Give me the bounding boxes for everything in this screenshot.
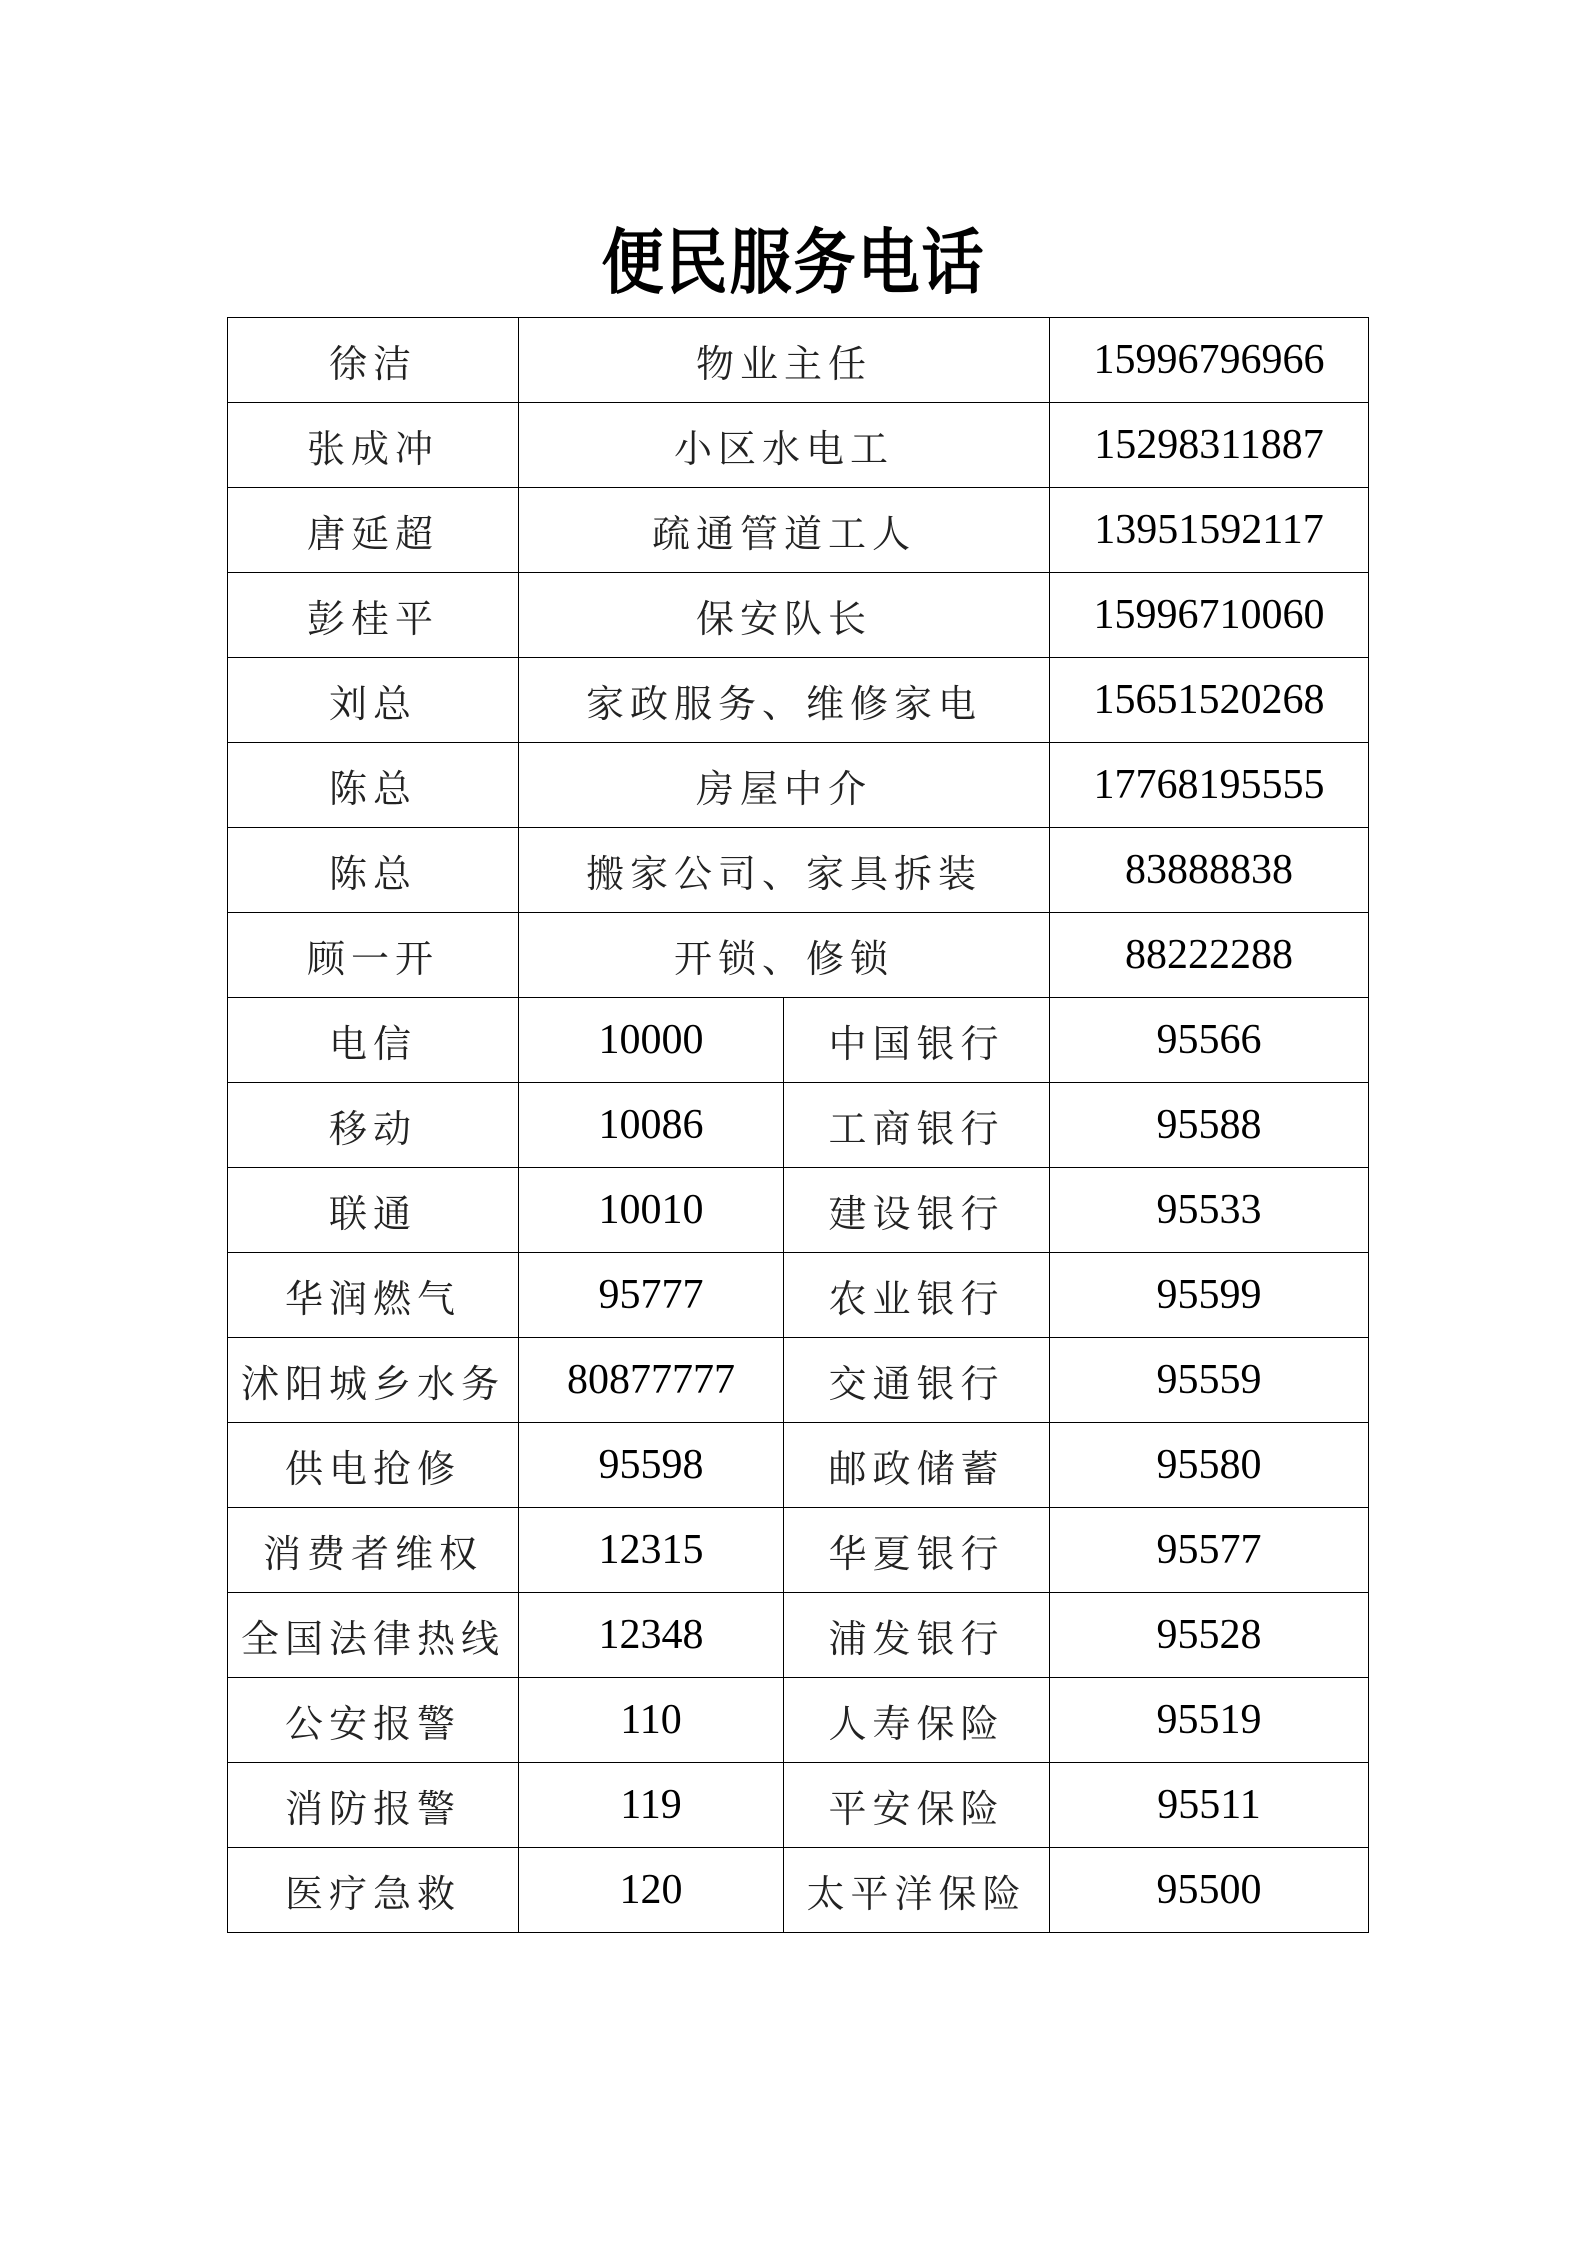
service-name: 供电抢修: [228, 1423, 519, 1508]
service-name: 平安保险: [784, 1763, 1050, 1848]
service-number: 95519: [1050, 1678, 1369, 1763]
service-number: 110: [519, 1678, 784, 1763]
contact-name: 陈总: [228, 743, 519, 828]
service-name: 交通银行: [784, 1338, 1050, 1423]
contact-phone: 15996710060: [1050, 573, 1369, 658]
service-number: 95566: [1050, 998, 1369, 1083]
contact-name: 张成冲: [228, 403, 519, 488]
service-name: 建设银行: [784, 1168, 1050, 1253]
service-number: 95599: [1050, 1253, 1369, 1338]
contact-row: [228, 913, 1369, 998]
service-row: [228, 1168, 1369, 1253]
service-row: [228, 1083, 1369, 1168]
service-name: 华夏银行: [784, 1508, 1050, 1593]
service-name: 移动: [228, 1083, 519, 1168]
contact-role: 家政服务、维修家电: [519, 658, 1050, 743]
contact-phone: 83888838: [1050, 828, 1369, 913]
contact-name: 刘总: [228, 658, 519, 743]
service-name: 公安报警: [228, 1678, 519, 1763]
service-number: 12315: [519, 1508, 784, 1593]
service-number: 95528: [1050, 1593, 1369, 1678]
contact-role: 物业主任: [519, 318, 1050, 403]
contact-row: [228, 828, 1369, 913]
contact-phone: 13951592117: [1050, 488, 1369, 573]
contact-role: 开锁、修锁: [519, 913, 1050, 998]
service-number: 95777: [519, 1253, 784, 1338]
service-number: 10010: [519, 1168, 784, 1253]
contact-row: [228, 488, 1369, 573]
service-number: 95533: [1050, 1168, 1369, 1253]
contact-row: [228, 318, 1369, 403]
service-name: 医疗急救: [228, 1848, 519, 1933]
service-name: 工商银行: [784, 1083, 1050, 1168]
contact-row: [228, 743, 1369, 828]
service-number: 95511: [1050, 1763, 1369, 1848]
service-name: 浦发银行: [784, 1593, 1050, 1678]
contact-name: 彭桂平: [228, 573, 519, 658]
service-name: 联通: [228, 1168, 519, 1253]
service-name: 华润燃气: [228, 1253, 519, 1338]
service-number: 80877777: [519, 1338, 784, 1423]
contact-row: [228, 658, 1369, 743]
service-name: 人寿保险: [784, 1678, 1050, 1763]
contact-row: [228, 573, 1369, 658]
service-row: [228, 1423, 1369, 1508]
service-row: [228, 1848, 1369, 1933]
contact-name: 顾一开: [228, 913, 519, 998]
service-row: [228, 1338, 1369, 1423]
contact-phone: 15298311887: [1050, 403, 1369, 488]
service-number: 95500: [1050, 1848, 1369, 1933]
service-number: 10000: [519, 998, 784, 1083]
service-number: 12348: [519, 1593, 784, 1678]
service-name: 太平洋保险: [784, 1848, 1050, 1933]
contact-role: 小区水电工: [519, 403, 1050, 488]
service-name: 中国银行: [784, 998, 1050, 1083]
service-row: [228, 998, 1369, 1083]
contact-name: 徐洁: [228, 318, 519, 403]
contact-phone: 15651520268: [1050, 658, 1369, 743]
contact-role: 疏通管道工人: [519, 488, 1050, 573]
contact-row: [228, 403, 1369, 488]
service-number: 95580: [1050, 1423, 1369, 1508]
contact-role: 搬家公司、家具拆装: [519, 828, 1050, 913]
service-row: [228, 1678, 1369, 1763]
contact-role: 房屋中介: [519, 743, 1050, 828]
service-row: [228, 1508, 1369, 1593]
service-name: 消防报警: [228, 1763, 519, 1848]
service-name: 沭阳城乡水务: [228, 1338, 519, 1423]
contact-phone: 15996796966: [1050, 318, 1369, 403]
service-name: 农业银行: [784, 1253, 1050, 1338]
service-number: 10086: [519, 1083, 784, 1168]
contact-phone: 88222288: [1050, 913, 1369, 998]
service-name: 消费者维权: [228, 1508, 519, 1593]
service-number: 119: [519, 1763, 784, 1848]
service-name: 全国法律热线: [228, 1593, 519, 1678]
service-number: 95559: [1050, 1338, 1369, 1423]
contact-name: 唐延超: [228, 488, 519, 573]
service-row: [228, 1253, 1369, 1338]
service-name: 电信: [228, 998, 519, 1083]
service-number: 95598: [519, 1423, 784, 1508]
page-title: 便民服务电话: [601, 220, 986, 305]
contact-phone: 17768195555: [1050, 743, 1369, 828]
service-number: 120: [519, 1848, 784, 1933]
service-row: [228, 1763, 1369, 1848]
service-number: 95577: [1050, 1508, 1369, 1593]
contact-name: 陈总: [228, 828, 519, 913]
service-number: 95588: [1050, 1083, 1369, 1168]
service-row: [228, 1593, 1369, 1678]
service-name: 邮政储蓄: [784, 1423, 1050, 1508]
phone-directory-table: [227, 317, 1369, 1933]
contact-role: 保安队长: [519, 573, 1050, 658]
